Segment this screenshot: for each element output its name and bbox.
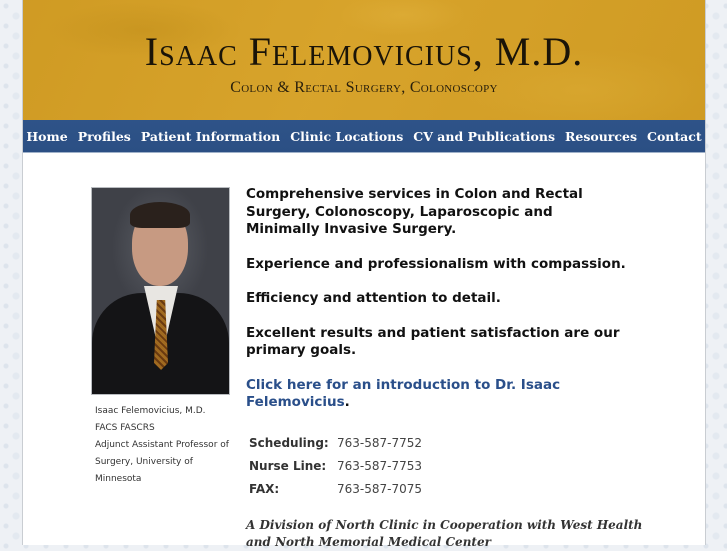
experience-paragraph: Experience and professionalism with compassion. bbox=[246, 255, 626, 272]
main-content bbox=[246, 186, 626, 429]
contact-value: 763-587-7753 bbox=[337, 458, 423, 473]
intro-paragraph bbox=[246, 377, 626, 412]
nav-clinic-locations[interactable]: Clinic Locations bbox=[290, 128, 404, 144]
caption-name: Isaac Felemovicius, M.D. bbox=[95, 406, 206, 416]
contact-label: Scheduling: bbox=[249, 435, 329, 450]
nav-home[interactable]: Home bbox=[26, 128, 68, 144]
affiliation-note: A Division of North Clinic in Cooperation with West Health and North Memorial Medical Center bbox=[246, 518, 643, 549]
contact-label: Nurse Line: bbox=[249, 458, 327, 473]
contact-row bbox=[249, 477, 422, 500]
nav-resources[interactable]: Resources bbox=[565, 128, 637, 144]
nav-contact[interactable]: Contact bbox=[647, 128, 702, 144]
caption-credentials: FACS FASCRS bbox=[95, 423, 155, 433]
nav-profiles[interactable]: Profiles bbox=[77, 128, 131, 144]
contact-row bbox=[249, 454, 422, 477]
contact-row bbox=[249, 431, 422, 454]
contact-value: 763-587-7075 bbox=[337, 481, 423, 496]
intro-link-suffix: . bbox=[344, 394, 350, 410]
contact-label: FAX: bbox=[249, 481, 280, 496]
site-header bbox=[23, 0, 705, 120]
doctor-portrait bbox=[91, 187, 230, 395]
contact-table bbox=[249, 431, 422, 500]
main-nav bbox=[23, 120, 705, 153]
caption-position: Adjunct Assistant Professor of Surgery, University of Minnesota bbox=[95, 440, 229, 484]
nav-cv-and-publications[interactable]: CV and Publications bbox=[413, 128, 555, 144]
site-subtitle: Colon & Rectal Surgery, Colonoscopy bbox=[230, 79, 498, 96]
nav-patient-information[interactable]: Patient Information bbox=[140, 128, 281, 144]
intro-link[interactable]: Click here for an introduction to Dr. Isaac Felemovicius bbox=[246, 376, 561, 410]
results-paragraph: Excellent results and patient satisfaction are our primary goals. bbox=[246, 324, 620, 358]
efficiency-paragraph: Efficiency and attention to detail. bbox=[246, 290, 501, 306]
portrait-caption bbox=[95, 403, 235, 488]
site-title: Isaac Felemovicius, M.D. bbox=[144, 29, 584, 74]
portrait-hair bbox=[130, 202, 190, 228]
contact-value: 763-587-7752 bbox=[337, 435, 423, 450]
page-frame bbox=[22, 0, 706, 549]
services-paragraph: Comprehensive services in Colon and Rectal Surgery, Colonoscopy, Laparoscopic and Minimally Invasive Surgery. bbox=[246, 186, 583, 237]
